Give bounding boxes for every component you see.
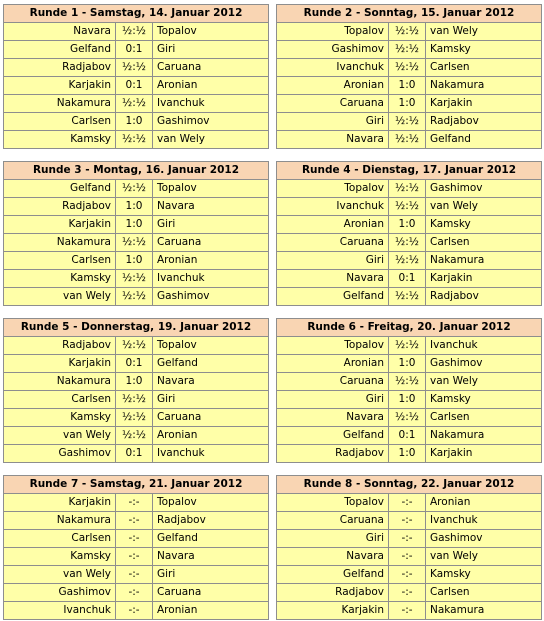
- black-player: Giri: [157, 393, 176, 405]
- game-result: -:-: [116, 512, 153, 529]
- game-result: -:-: [389, 512, 426, 529]
- game-result: -:-: [116, 548, 153, 565]
- game-result: 0:1: [389, 427, 426, 444]
- white-player: Gelfand: [4, 41, 116, 58]
- white-player: Giri: [277, 113, 389, 130]
- round-header: Runde 4 - Dienstag, 17. Januar 2012: [277, 162, 541, 180]
- round-table: [3, 4, 269, 149]
- black-player: Gashimov: [157, 115, 210, 127]
- game-row: [277, 408, 541, 426]
- white-player: Giri: [277, 252, 389, 269]
- round-table: [276, 475, 542, 620]
- white-player: Caruana: [277, 373, 389, 390]
- round-table: [3, 475, 269, 620]
- game-result: ½:½: [116, 131, 153, 148]
- white-player: Gashimov: [277, 41, 389, 58]
- white-player: Navara: [4, 23, 116, 40]
- game-result: ½:½: [116, 23, 153, 40]
- black-player: Kamsky: [430, 43, 471, 55]
- game-row: [277, 426, 541, 444]
- black-player: Aronian: [157, 604, 198, 616]
- white-player: Navara: [277, 409, 389, 426]
- white-player: Kamsky: [4, 270, 116, 287]
- game-row: [277, 23, 541, 40]
- black-player: Topalov: [157, 25, 197, 37]
- game-result: ½:½: [116, 95, 153, 112]
- round-header: Runde 3 - Montag, 16. Januar 2012: [4, 162, 268, 180]
- game-result: ½:½: [116, 288, 153, 305]
- game-row: [277, 180, 541, 197]
- black-player: Ivanchuk: [430, 339, 478, 351]
- game-row: [4, 354, 268, 372]
- round-table: [276, 4, 542, 149]
- game-row: [277, 444, 541, 462]
- white-player: Karjakin: [277, 602, 389, 619]
- black-player: Gashimov: [430, 532, 483, 544]
- game-row: [4, 130, 268, 148]
- black-player: Karjakin: [430, 447, 473, 459]
- game-row: [4, 58, 268, 76]
- round-header: Runde 7 - Samstag, 21. Januar 2012: [4, 476, 268, 494]
- game-result: 1:0: [389, 355, 426, 372]
- black-player: Karjakin: [430, 97, 473, 109]
- game-row: [277, 94, 541, 112]
- black-player: Ivanchuk: [157, 447, 205, 459]
- game-row: [277, 58, 541, 76]
- round-header: Runde 5 - Donnerstag, 19. Januar 2012: [4, 319, 268, 337]
- black-player: Nakamura: [430, 429, 485, 441]
- game-result: -:-: [116, 602, 153, 619]
- game-row: [4, 251, 268, 269]
- game-row: [4, 287, 268, 305]
- round-table: [3, 318, 269, 463]
- game-row: [4, 601, 268, 619]
- black-player: Gashimov: [430, 182, 483, 194]
- white-player: Ivanchuk: [4, 602, 116, 619]
- black-player: Kamsky: [430, 568, 471, 580]
- black-player: Aronian: [157, 429, 198, 441]
- game-row: [4, 215, 268, 233]
- game-row: [277, 197, 541, 215]
- black-player: Kamsky: [430, 218, 471, 230]
- black-player: Navara: [157, 550, 195, 562]
- game-result: ½:½: [116, 59, 153, 76]
- white-player: van Wely: [4, 566, 116, 583]
- game-row: [277, 233, 541, 251]
- black-player: Topalov: [157, 496, 197, 508]
- game-row: [277, 565, 541, 583]
- black-player: Carlsen: [430, 411, 470, 423]
- round-header: Runde 8 - Sonntag, 22. Januar 2012: [277, 476, 541, 494]
- game-row: [4, 511, 268, 529]
- round-header: Runde 1 - Samstag, 14. Januar 2012: [4, 5, 268, 23]
- game-result: -:-: [389, 530, 426, 547]
- black-player: Aronian: [157, 254, 198, 266]
- game-row: [4, 23, 268, 40]
- black-player: Gelfand: [157, 532, 198, 544]
- game-result: ½:½: [389, 23, 426, 40]
- game-result: 1:0: [116, 216, 153, 233]
- black-player: Aronian: [157, 79, 198, 91]
- game-result: -:-: [116, 584, 153, 601]
- game-row: [277, 583, 541, 601]
- game-row: [277, 269, 541, 287]
- black-player: Karjakin: [430, 272, 473, 284]
- black-player: van Wely: [430, 25, 478, 37]
- black-player: Caruana: [157, 586, 202, 598]
- black-player: Gashimov: [157, 290, 210, 302]
- game-result: ½:½: [116, 180, 153, 197]
- game-row: [4, 565, 268, 583]
- game-result: -:-: [389, 584, 426, 601]
- game-row: [4, 197, 268, 215]
- game-row: [277, 511, 541, 529]
- white-player: Radjabov: [277, 445, 389, 462]
- game-row: [277, 130, 541, 148]
- game-row: [4, 547, 268, 565]
- white-player: Navara: [277, 548, 389, 565]
- game-row: [4, 494, 268, 511]
- white-player: Nakamura: [4, 95, 116, 112]
- game-row: [277, 40, 541, 58]
- game-result: ½:½: [389, 198, 426, 215]
- white-player: Gashimov: [4, 584, 116, 601]
- game-result: 1:0: [116, 198, 153, 215]
- game-row: [277, 287, 541, 305]
- black-player: Topalov: [157, 182, 197, 194]
- game-row: [4, 337, 268, 354]
- game-result: ½:½: [389, 59, 426, 76]
- white-player: Nakamura: [4, 373, 116, 390]
- game-row: [4, 426, 268, 444]
- white-player: Gelfand: [277, 566, 389, 583]
- game-row: [4, 529, 268, 547]
- black-player: Ivanchuk: [157, 272, 205, 284]
- game-row: [277, 251, 541, 269]
- white-player: Navara: [277, 270, 389, 287]
- game-result: 1:0: [389, 445, 426, 462]
- black-player: Giri: [157, 568, 176, 580]
- game-result: -:-: [389, 548, 426, 565]
- game-row: [277, 76, 541, 94]
- black-player: van Wely: [430, 200, 478, 212]
- game-result: ½:½: [389, 180, 426, 197]
- game-row: [4, 269, 268, 287]
- round-header: Runde 6 - Freitag, 20. Januar 2012: [277, 319, 541, 337]
- white-player: Karjakin: [4, 216, 116, 233]
- black-player: Navara: [157, 375, 195, 387]
- game-row: [4, 94, 268, 112]
- game-result: ½:½: [389, 234, 426, 251]
- game-result: ½:½: [389, 409, 426, 426]
- black-player: Kamsky: [430, 393, 471, 405]
- white-player: Caruana: [277, 234, 389, 251]
- black-player: van Wely: [157, 133, 205, 145]
- game-result: -:-: [116, 566, 153, 583]
- black-player: Navara: [157, 200, 195, 212]
- game-row: [4, 40, 268, 58]
- game-row: [277, 529, 541, 547]
- white-player: Karjakin: [4, 355, 116, 372]
- white-player: Kamsky: [4, 548, 116, 565]
- game-result: ½:½: [389, 131, 426, 148]
- game-row: [277, 547, 541, 565]
- white-player: Radjabov: [277, 584, 389, 601]
- game-row: [4, 76, 268, 94]
- white-player: Gelfand: [277, 427, 389, 444]
- black-player: van Wely: [430, 375, 478, 387]
- black-player: Caruana: [157, 411, 202, 423]
- white-player: Gelfand: [277, 288, 389, 305]
- white-player: Carlsen: [4, 252, 116, 269]
- black-player: Carlsen: [430, 586, 470, 598]
- round-header: Runde 2 - Sonntag, 15. Januar 2012: [277, 5, 541, 23]
- round-table: [3, 161, 269, 306]
- game-row: [4, 583, 268, 601]
- game-result: -:-: [116, 530, 153, 547]
- game-result: ½:½: [116, 337, 153, 354]
- game-row: [4, 180, 268, 197]
- white-player: van Wely: [4, 288, 116, 305]
- game-result: 1:0: [116, 252, 153, 269]
- black-player: Nakamura: [430, 604, 485, 616]
- black-player: Gelfand: [430, 133, 471, 145]
- white-player: Topalov: [277, 23, 389, 40]
- game-result: 1:0: [389, 216, 426, 233]
- game-row: [277, 494, 541, 511]
- white-player: Carlsen: [4, 113, 116, 130]
- white-player: Ivanchuk: [277, 198, 389, 215]
- white-player: Topalov: [277, 180, 389, 197]
- white-player: Topalov: [277, 337, 389, 354]
- white-player: Topalov: [277, 494, 389, 511]
- game-row: [4, 233, 268, 251]
- game-row: [4, 372, 268, 390]
- game-row: [277, 112, 541, 130]
- black-player: Nakamura: [430, 254, 485, 266]
- game-row: [277, 215, 541, 233]
- black-player: Gelfand: [157, 357, 198, 369]
- white-player: Giri: [277, 391, 389, 408]
- black-player: van Wely: [430, 550, 478, 562]
- white-player: Nakamura: [4, 512, 116, 529]
- game-result: 0:1: [116, 355, 153, 372]
- white-player: Karjakin: [4, 494, 116, 511]
- game-result: ½:½: [116, 427, 153, 444]
- white-player: Radjabov: [4, 337, 116, 354]
- game-result: ½:½: [389, 373, 426, 390]
- white-player: Ivanchuk: [277, 59, 389, 76]
- white-player: Karjakin: [4, 77, 116, 94]
- game-result: ½:½: [389, 113, 426, 130]
- black-player: Caruana: [157, 236, 202, 248]
- white-player: van Wely: [4, 427, 116, 444]
- game-row: [277, 390, 541, 408]
- black-player: Topalov: [157, 339, 197, 351]
- white-player: Kamsky: [4, 131, 116, 148]
- round-table: [276, 161, 542, 306]
- white-player: Aronian: [277, 77, 389, 94]
- game-result: ½:½: [389, 41, 426, 58]
- game-row: [4, 408, 268, 426]
- game-row: [4, 444, 268, 462]
- game-result: 0:1: [116, 77, 153, 94]
- black-player: Radjabov: [430, 115, 479, 127]
- game-row: [277, 354, 541, 372]
- game-row: [4, 390, 268, 408]
- black-player: Giri: [157, 43, 176, 55]
- black-player: Aronian: [430, 496, 471, 508]
- black-player: Ivanchuk: [157, 97, 205, 109]
- white-player: Aronian: [277, 216, 389, 233]
- game-result: 0:1: [116, 445, 153, 462]
- game-result: 1:0: [389, 391, 426, 408]
- round-table: [276, 318, 542, 463]
- game-result: ½:½: [116, 409, 153, 426]
- game-result: 1:0: [389, 77, 426, 94]
- game-result: -:-: [389, 494, 426, 511]
- white-player: Carlsen: [4, 530, 116, 547]
- black-player: Giri: [157, 218, 176, 230]
- game-row: [277, 372, 541, 390]
- white-player: Radjabov: [4, 59, 116, 76]
- game-result: -:-: [389, 566, 426, 583]
- white-player: Navara: [277, 131, 389, 148]
- white-player: Nakamura: [4, 234, 116, 251]
- white-player: Gelfand: [4, 180, 116, 197]
- black-player: Carlsen: [430, 236, 470, 248]
- game-result: ½:½: [116, 391, 153, 408]
- game-result: -:-: [389, 602, 426, 619]
- black-player: Nakamura: [430, 79, 485, 91]
- black-player: Ivanchuk: [430, 514, 478, 526]
- white-player: Giri: [277, 530, 389, 547]
- game-result: 1:0: [389, 95, 426, 112]
- black-player: Radjabov: [430, 290, 479, 302]
- game-result: ½:½: [389, 252, 426, 269]
- game-result: ½:½: [389, 337, 426, 354]
- white-player: Aronian: [277, 355, 389, 372]
- game-result: 1:0: [116, 373, 153, 390]
- black-player: Caruana: [157, 61, 202, 73]
- white-player: Carlsen: [4, 391, 116, 408]
- game-result: -:-: [116, 494, 153, 511]
- white-player: Kamsky: [4, 409, 116, 426]
- black-player: Radjabov: [157, 514, 206, 526]
- game-row: [277, 601, 541, 619]
- white-player: Caruana: [277, 512, 389, 529]
- white-player: Gashimov: [4, 445, 116, 462]
- game-row: [277, 337, 541, 354]
- game-result: ½:½: [116, 234, 153, 251]
- black-player: Gashimov: [430, 357, 483, 369]
- black-player: Carlsen: [430, 61, 470, 73]
- white-player: Caruana: [277, 95, 389, 112]
- game-result: ½:½: [116, 270, 153, 287]
- white-player: Radjabov: [4, 198, 116, 215]
- game-result: 0:1: [389, 270, 426, 287]
- game-result: 0:1: [116, 41, 153, 58]
- game-row: [4, 112, 268, 130]
- game-result: 1:0: [116, 113, 153, 130]
- game-result: ½:½: [389, 288, 426, 305]
